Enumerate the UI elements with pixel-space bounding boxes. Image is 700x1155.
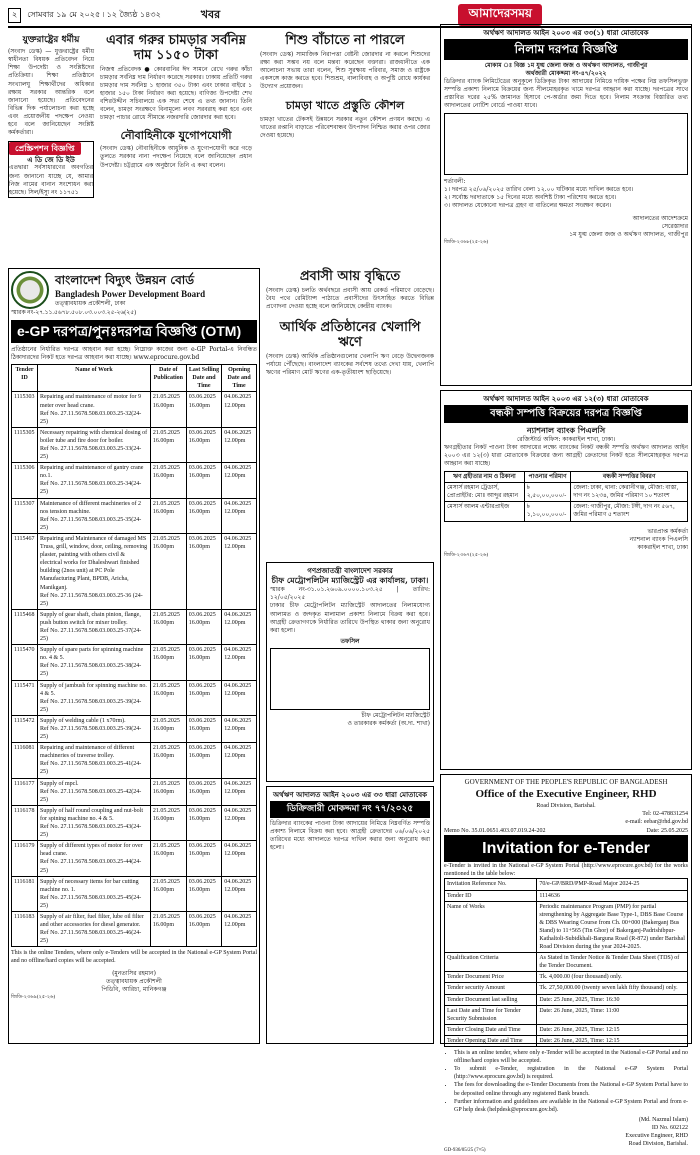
field-value: As Stated in Tender Notice & Tender Data Sheet (TDS) of the Tender Document. — [537, 953, 688, 972]
rhd-memo: Memo No. 35.01.0651.403.07.019.24-202 — [444, 827, 546, 834]
auction-court: মোকাম ঃ বিজ্ঞ ১ম যুগ্ম জেলা জজ ও অর্থঋণ আদালত, গাজীপুর — [484, 61, 648, 69]
rawhide-article — [100, 32, 252, 264]
table-cell: Supply of jambush for spinning machine no. 4 & 5. Ref No. 27.11.5678.508.03.003.25-39(24-25) — [38, 680, 151, 715]
table-cell: 21.05.2025 16.00pm — [150, 841, 186, 876]
auction-case: অর্থজারী মোকদ্দমা নং-৪৭/২০২২ — [525, 69, 607, 77]
table-cell: 04.06.2025 12.00pm — [222, 805, 257, 840]
rhd-date: Date: 25.05.2025 — [646, 827, 688, 834]
table-cell: Necessary repairing with chemical dosing of boiler tube and fire door for boiler. Ref No. 27.11.5678.508.03.003.25-33(24-25) — [38, 427, 151, 462]
table-cell: 03.06.2025 16.00pm — [186, 427, 221, 462]
page-number: ২ — [8, 8, 21, 23]
gazipur-auction — [440, 24, 692, 386]
field-value: Date: 25 June, 2025, Time: 16:30 — [537, 994, 688, 1005]
table-cell: 03.06.2025 16.00pm — [186, 841, 221, 876]
table-cell: জেলা: গাজীপুর, মৌজা: টঙ্গী, দাগ নং ৫৬৭, জমির পরিমাণ ৫ শতাংশ — [571, 502, 688, 521]
field-label: Tender Document Price — [445, 972, 537, 983]
table-cell: 21.05.2025 16.00pm — [150, 876, 186, 911]
table-cell: 21.05.2025 16.00pm — [150, 805, 186, 840]
list-item: • This is an online tender, where only e-Tender will be accepted in the National e-GP Portal and no offline/hard copies will be accepted. — [454, 1049, 688, 1065]
table-cell: 21.05.2025 16.00pm — [150, 533, 186, 609]
table-row — [445, 502, 688, 521]
table-cell: Supply of different types of motor for over head crane. Ref No. 27.11.5678.508.03.003.25-44(24-25) — [38, 841, 151, 876]
table-cell: 1116178 — [12, 805, 38, 840]
finance-headline: আর্থিক প্রতিষ্ঠানের খেলাপি ঋণে — [279, 320, 421, 351]
children-headline: শিশু বাঁচাতে না পারলে — [285, 33, 405, 48]
table-cell: 04.06.2025 12.00pm — [222, 498, 257, 533]
pdb-office: তত্ত্বাবধায়ক প্রকৌশলী, ঢাকা — [55, 300, 126, 308]
table-cell: 04.06.2025 12.00pm — [222, 841, 257, 876]
table-row — [12, 876, 257, 911]
table-cell: 04.06.2025 12.00pm — [222, 715, 257, 742]
remit-article — [266, 268, 434, 558]
table-cell: Supply of gear shaft, chain pinion, flange, push button switch for mixer trolley. Ref No. 27.11.5678.508.03.003.25-37(24-25) — [38, 609, 151, 644]
field-value: 70/e-GP/BRD/PMP-Road Major 2024-25 — [537, 879, 688, 890]
table-cell: Supply of half round coupling and nut-bolt for spining machine no. 4 & 5. Ref No. 27.11.5678.508.03.003.25-43(24-25) — [38, 805, 151, 840]
pronounce-ad — [8, 141, 94, 198]
field-label: Name of Works — [445, 901, 537, 953]
table-cell: মেসার্স রহমান ট্রেডার্স, প্রোপ্রাইটর: মোঃ আব্দুর রহমান — [445, 483, 525, 502]
auction-ref: জিডি-২৩৬৮(২৫-২৬) — [444, 238, 489, 245]
magistrate-body: স্মারক নং-৩১.০১.২৬০৯.০০০০.১০৩.২৫ | তারিখ: ১২/০৫/২০২৫ ঢাকার চীফ মেট্রোপলিটন ম্যাজিস্ট্রেট আদালতের নিলামযোগ্য আলামত ও জব্দকৃত মালামাল প্রকাশ্য নিলামে বিক্রয় করা হবে। আগ্রহী ক্রেতাগণকে নির্ধারিত তারিখে উপস্থিত থাকার জন্য অনুরোধ করা হলো। — [270, 586, 430, 634]
table-cell: 03.06.2025 16.00pm — [186, 609, 221, 644]
table-cell: 03.06.2025 16.00pm — [186, 876, 221, 911]
table-header: পাওনার পরিমাণ — [524, 472, 571, 483]
table-cell: 1115468 — [12, 609, 38, 644]
table-cell: 21.05.2025 16.00pm — [150, 498, 186, 533]
table-cell: Repairing and maintenance of gantry crane no.1. Ref No. 27.11.5678.508.03.003.25-34(24-25) — [38, 463, 151, 498]
rhd-division: Road Division, Barishal. — [536, 803, 596, 810]
magistrate-table — [270, 648, 430, 710]
table-row — [445, 972, 688, 983]
table-cell: 04.06.2025 12.00pm — [222, 778, 257, 805]
collateral-bank: ন্যাশনাল ব্যাংক পিএলসি — [526, 424, 606, 435]
table-cell: 03.06.2025 16.00pm — [186, 743, 221, 778]
rhd-email: e-mail: eebar@rhd.gov.bd — [625, 819, 688, 826]
table-cell: 21.05.2025 16.00pm — [150, 680, 186, 715]
field-value: Tk. 27,50,000.00 (twenty seven lakh fifty thousand) only. — [537, 983, 688, 994]
leather-body: চামড়া খাতের টেকসই উন্নয়নে সরকার নতুন কৌশল প্রণয়ন করছে। এ খাতের রপ্তানি বাড়াতে পরিবেশবান্ধব উৎপাদন নিশ্চিত করার ওপর জোর দেওয়া হয়েছে। — [260, 116, 432, 140]
list-item: • Further information and guidelines are available in the National e-GP System Portal and from e-GP help desk (helpdesk@eprocure.gov.bd). — [454, 1098, 688, 1114]
section-title: খবর — [200, 7, 221, 21]
pdb-intro: প্রতিষ্ঠানের নির্ধারিত দরপত্র আহবান করা হচ্ছে। নিম্নোক্ত কাজের জন্য e-GP Portal-এ নিবন্ধিত ঠিকাদারদের নিকট হতে দরপত্র আহবান করা যাচ্ছে। www.eprocure.gov.bd — [11, 345, 259, 362]
table-cell: 03.06.2025 16.00pm — [186, 498, 221, 533]
rhd-signer-name: (Md. Nazmul Islam) — [638, 1116, 688, 1123]
table-cell: ৳ ২,৫০,০০,০০০/- — [524, 483, 571, 502]
table-row — [445, 1024, 688, 1035]
pronounce-label: প্রেস্ক্রিপশন বিজ্ঞপ্তি — [9, 142, 81, 155]
pdb-header — [11, 271, 257, 309]
field-label: Invitation Reference No. — [445, 879, 537, 890]
field-label: Tender Closing Date and Time — [445, 1024, 537, 1035]
table-cell: 04.06.2025 12.00pm — [222, 392, 257, 427]
table-cell: 1116177 — [12, 778, 38, 805]
field-value: 1114636 — [537, 890, 688, 901]
table-row — [12, 778, 257, 805]
table-cell: 1116181 — [12, 876, 38, 911]
table-cell: মেসার্স আলম এন্টারপ্রাইজ — [445, 502, 525, 521]
field-label: Tender Document last selling — [445, 994, 537, 1005]
table-cell: 03.06.2025 16.00pm — [186, 645, 221, 680]
rhd-bullets — [444, 1049, 688, 1114]
table-cell: 1115307 — [12, 498, 38, 533]
table-cell: 1115467 — [12, 533, 38, 609]
table-cell: 1115472 — [12, 715, 38, 742]
pdb-ref: জিডি-২৩৬৯(২৫-২৬) — [11, 993, 56, 1000]
collateral-body: ঋণগ্রহীতার নিকট পাওনা টাকা আদায়ের লক্ষ্যে ব্যাংকের নিকট বন্ধকী সম্পত্তি অর্থঋণ আদালত আইন ২০০৩ এর ১২(৩) ধারা মোতাবেক বিক্রয়ের জন্য আগ্রহী ক্রেতাদের নিকট হতে সীলমোহরকৃত দরপত্র আহ্বান করা যাচ্ছে। — [444, 443, 690, 468]
pdb-signer: (মুনতাসির রহমান) তত্ত্বাবধায়ক প্রকৌশলী পিডিবি, আরিচা, মানিকগঞ্জ — [101, 969, 167, 993]
magistrate-signer: চীফ মেট্রোপলিটন ম্যাজিস্ট্রেট ও তারকারক কর্মকর্তা (অ.দা. শাখা) — [347, 711, 430, 727]
table-cell: 04.06.2025 12.00pm — [222, 911, 257, 946]
collateral-table — [444, 471, 688, 521]
pdb-table — [11, 364, 257, 947]
table-cell: Supply of welding cable (1 x70rm). Ref No. 27.11.5678.508.03.003.25-39(24-25) — [38, 715, 151, 742]
table-cell: 21.05.2025 16.00pm — [150, 392, 186, 427]
issue-date: সোমবার ১৯ মে ২০২৫ ৷ ১২ জ্যৈষ্ঠ ১৪৩২ — [27, 9, 161, 19]
rawhide-body: নিজস্ব প্রতিবেদক ● কোরবানির ঈদ সামনে রেখে গরুর কাঁচা চামড়ার সর্বনিম্ন দাম নির্ধারণ করেছে সরকার। ঢাকায় প্রতিটি গরুর চামড়ার দাম সর্বনিম্ন ১ হাজার ৩৫০ টাকা এবং ঢাকার বাইরে ১ হাজার ১৫০ টাকা নির্ধারণ করা হয়েছে। বাণিজ্য উপদেষ্টা শেখ বশিরউদ্দীন সচিবালয়ে এক সভা শেষে এ তথ্য জানান। তিনি বলেন, চামড়া সংরক্ষণে বিনামূল্যে লবণ সরবরাহ করা হবে এবং চামড়া পাচার রোধে সীমান্তে নজরদারি জোরদার করা হবে। — [100, 65, 254, 122]
table-cell: 03.06.2025 16.00pm — [186, 392, 221, 427]
table-row — [445, 1005, 688, 1024]
pdb-name-en: Bangladesh Power Development Board — [55, 288, 206, 299]
table-cell: 04.06.2025 12.00pm — [222, 609, 257, 644]
pdb-banner: e-GP দরপত্র/পুনঃদরপত্র বিজ্ঞপ্তি (OTM) — [11, 320, 257, 343]
table-row — [12, 392, 257, 427]
rhd-tender — [440, 774, 692, 1154]
pronounce-brand: এ ডি জে ডি ইউ — [27, 154, 75, 164]
field-value: Date: 26 June, 2025, Time: 11:00 — [537, 1005, 688, 1024]
decree-banner: ডিক্রিজারী মোকদ্দমা নং ৭৭/২০২৫ — [270, 801, 430, 817]
table-cell: 04.06.2025 12.00pm — [222, 463, 257, 498]
table-cell: 21.05.2025 16.00pm — [150, 645, 186, 680]
finance-body: (সংবাদ ডেস্ক) আর্থিক প্রতিষ্ঠানগুলোর খেলাপি ঋণ বেড়ে উদ্বেগজনক পর্যায়ে পৌঁছেছে। বাংলাদেশ ব্যাংকের সর্বশেষ তথ্যে দেখা যায়, খেলাপি ঋণের পরিমাণ মোট ঋণের এক-তৃতীয়াংশ ছাড়িয়েছে। — [266, 353, 436, 377]
us-body: (সংবাদ ডেস্ক) — যুক্তরাষ্ট্রের ধর্মীয় স্বাধীনতা বিষয়ক প্রতিবেদন নিয়ে শিক্ষা উপদেষ্টা ও সংশ্লিষ্টদের প্রতিক্রিয়া। শিক্ষা প্রতিষ্ঠানে সংখ্যালঘু শিক্ষার্থীদের অধিকার রক্ষায় সরকার আন্তরিক বলে জানানো হয়েছে। প্রতিবেদনের বিভিন্ন দিক পর্যালোচনা করা হচ্ছে এবং প্রয়োজনীয় পদক্ষেপ নেওয়া হবে বলে জানিয়েছেন সংশ্লিষ্ট কর্মকর্তারা। — [8, 48, 96, 137]
table-cell: Repairing and Maintenance of damaged MS Truss, grill, window, door, ceiling, removing plaster, painting with others civil & electrical works for Dhaleshwari finished building (2nos unit) at PC Pole Manufacturing Plant, BPDB, Aricha, Manikganj. Ref No. 27.11.5678.508.03.003.25-36 (24-25) — [38, 533, 151, 609]
table-cell: Repairing and maintenance of motor for 9 meter over head crane. Ref No. 27.11.5678.508.03.003.25-32(24-25) — [38, 392, 151, 427]
table-cell: 21.05.2025 16.00pm — [150, 463, 186, 498]
pdb-logo-icon — [11, 271, 49, 309]
table-row — [12, 463, 257, 498]
table-header: বন্ধকী সম্পত্তির বিবরণ — [571, 472, 688, 483]
auction-body: ডিক্রিদার ব্যাংক লিমিটেডের অনুকূলে ডিক্রিকৃত টাকা আদায়ের নিমিত্তে দায়িক পক্ষের নিম্ন তফসিলভুক্ত সম্পত্তি প্রকাশ্য নিলামে বিক্রয়ের জন্য সীলমোহরকৃত খামে দরপত্র আহ্বান করা যাচ্ছে। দরপত্রের সাথে প্রস্তাবিত দরের ২৫% জামানত হিসাবে পে-অর্ডার জমা দিতে হবে। নিলাম সংক্রান্ত বিস্তারিত তথ্য আদালতের নোটিশ বোর্ডে পাওয়া যাবে। — [444, 77, 690, 110]
collateral-banner: বন্ধকী সম্পত্তি বিক্রয়ের দরপত্র বিজ্ঞপ্তি — [444, 405, 688, 423]
table-cell: 1116081 — [12, 743, 38, 778]
field-label: Tender ID — [445, 890, 537, 901]
table-header: Opening Date and Time — [222, 365, 257, 392]
table-cell: 03.06.2025 16.00pm — [186, 805, 221, 840]
table-cell: 03.06.2025 16.00pm — [186, 533, 221, 609]
table-cell: Supply of air filter, fuel filter, lube oil filter and other accessories for diesel generator. Ref No. 27.11.5678.508.03.003.25-46(24-25) — [38, 911, 151, 946]
rhd-intro: e-Tender is invited in the National e-GP System Portal (http://www.eprocure.gov.bd) for the works mentioned in the table below: — [444, 863, 690, 878]
remit-body: (সংবাদ ডেস্ক) চলতি অর্থবছরে প্রবাসী আয় রেকর্ড পরিমাণে বেড়েছে। বৈধ পথে রেমিট্যান্স পাঠাতে প্রবাসীদের উৎসাহিত করতে বিভিন্ন প্রণোদনা দেওয়া হচ্ছে বলে জানিয়েছে কেন্দ্রীয় ব্যাংক। — [266, 286, 436, 311]
collateral-ref: জিডি-২৩৬৭(২৫-২৬) — [444, 551, 489, 558]
table-row — [12, 715, 257, 742]
table-cell: 04.06.2025 12.00pm — [222, 645, 257, 680]
table-cell: 03.06.2025 16.00pm — [186, 778, 221, 805]
leather-headline: চামড়া খাতে প্রস্তুতি কৌশল — [285, 99, 405, 113]
table-header: Date of Publication — [150, 365, 186, 392]
field-value: Tk. 4,000.00 (four thousand) only. — [537, 972, 688, 983]
table-cell: 03.06.2025 16.00pm — [186, 680, 221, 715]
table-row — [12, 680, 257, 715]
rhd-memo-row — [444, 827, 688, 835]
table-row — [12, 609, 257, 644]
rhd-signer-title: Executive Engineer, RHD — [625, 1132, 688, 1139]
table-cell: ৳ ১,১০,০০,০০০/- — [524, 502, 571, 521]
table-header: Last Selling Date and Time — [186, 365, 221, 392]
navy-body: (সংবাদ ডেস্ক) নৌবাহিনীকে আধুনিক ও যুগোপযোগী করে গড়ে তুলতে সরকার নানা পদক্ষেপ নিয়েছে বলে জানিয়েছেন প্রধান উপদেষ্টা। চট্টগ্রামে এক অনুষ্ঠানে তিনি এ কথা বলেন। — [100, 145, 254, 169]
table-cell: 1116179 — [12, 841, 38, 876]
table-cell: 1116183 — [12, 911, 38, 946]
field-value: Periodic maintenance Program (PMP) for partial strengthening by Aggregate Base Type-1, DBS Base Course & DBS Wearing Course from Ch. 00+000 (Bakerganj Bus Stand) to 11+565 (Tin Ghor) of Bakerganj-Padrishibpur-Kathaltoli-Subidkhali-Barguna Road (R-872) under Barishal Road Division during the year 2024-2025. — [537, 901, 688, 953]
rhd-ref: GD-936/05/25 (7×5) — [444, 1148, 486, 1154]
field-label: Last Date and Time for Tender Security Submission — [445, 1005, 537, 1024]
rhd-tel: Tel: 02-478831254 — [642, 811, 688, 818]
children-article — [260, 32, 430, 264]
table-cell: Repairing and maintenance of different machineries of traverse trolley. Ref No. 27.11.5678.508.03.003.25-41(24-25) — [38, 743, 151, 778]
table-cell: 04.06.2025 12.00pm — [222, 876, 257, 911]
rawhide-headline: এবার গরুর চামড়ার সর্বনিম্ন দাম ১১৫০ টাকা — [106, 33, 246, 63]
table-cell: 21.05.2025 16.00pm — [150, 743, 186, 778]
table-row — [445, 879, 688, 890]
table-header: Tender ID — [12, 365, 38, 392]
table-cell: 21.05.2025 16.00pm — [150, 609, 186, 644]
table-cell: 04.06.2025 12.00pm — [222, 427, 257, 462]
field-value: Date: 26 June, 2025, Time: 12:15 — [537, 1024, 688, 1035]
field-label: Tender Opening Date and Time — [445, 1035, 537, 1046]
table-cell: 04.06.2025 12.00pm — [222, 743, 257, 778]
table-row — [12, 805, 257, 840]
table-row — [445, 953, 688, 972]
table-cell: 21.05.2025 16.00pm — [150, 911, 186, 946]
rhd-office: Office of the Executive Engineer, RHD — [475, 788, 657, 801]
table-cell: 1115305 — [12, 427, 38, 462]
table-row — [445, 994, 688, 1005]
table-header: Name of Work — [38, 365, 151, 392]
table-row — [12, 911, 257, 946]
table-cell: 21.05.2025 16.00pm — [150, 778, 186, 805]
magistrate-title: চীফ মেট্রোপলিটন ম্যাজিস্ট্রেট এর কার্যালয়, ঢাকা। — [271, 575, 429, 586]
magistrate-header: গণপ্রজাতন্ত্রী বাংলাদেশ সরকার — [307, 566, 393, 575]
table-row — [12, 743, 257, 778]
table-row — [12, 498, 257, 533]
table-row — [445, 483, 688, 502]
collateral-sale — [440, 390, 692, 770]
us-article — [8, 32, 94, 264]
table-cell: 1115306 — [12, 463, 38, 498]
auction-signer: আদালতের আদেশক্রমে সেরেস্তাদার ১ম যুগ্ম জেলা জজ ও অর্থঋণ আদালত, গাজীপুর — [569, 214, 688, 238]
remit-headline: প্রবাসী আয় বৃদ্ধিতে — [299, 269, 401, 284]
pdb-memo: স্মারক নং-২৭.১১.৫৬৭৮.৫০৮.০৩.০০৩.২৫-২৬(২৫) — [11, 310, 137, 316]
table-cell: 21.05.2025 16.00pm — [150, 427, 186, 462]
decree-header: অর্থঋণ আদালত আইন ২০০৩ এর ৩৩ ধারা মোতাবেক — [273, 790, 427, 799]
table-row — [445, 890, 688, 901]
table-cell: 1115303 — [12, 392, 38, 427]
table-cell: 21.05.2025 16.00pm — [150, 715, 186, 742]
magistrate-notice — [266, 562, 434, 782]
rhd-signature-block — [444, 1116, 688, 1148]
collateral-header: অর্থঋণ আদালত আইন ২০০৩ এর ১২(৩) ধারা মোতাবেক — [483, 394, 649, 403]
pronounce-body: এতদ্বারা সর্বসাধারণের অবগতির জন্য জানানো যাচ্ছে যে, আমার নিজ নামের বানান সংশোধন করা হয়েছে। সিল/ইস্যু নং ১১৭৫১ — [9, 164, 95, 196]
table-cell: জেলা: ঢাকা, থানা: কেরানীগঞ্জ, মৌজা: বাস্তা, দাগ নং ১২৩৪, জমির পরিমাণ ১০ শতাংশ — [571, 483, 688, 502]
pdb-name-bn: বাংলাদেশ বিদ্যুৎ উন্নয়ন বোর্ড — [55, 272, 195, 287]
collateral-branch: রেজিস্টার্ড অফিস: কাকরাইল শাখা, ঢাকা। — [516, 435, 616, 443]
auction-header: অর্থঋণ আদালত আইন ২০০৩ এর ৩৩(১) ধারা মোতাবেক — [483, 28, 649, 37]
auction-rules: শর্তাবলী: ১। দরপত্র ২৫/০৬/২০২৫ তারিখ বেলা ১২.০০ ঘটিকার মধ্যে দাখিল করতে হবে। ২। সর্বোচ্চ দরদাতাকে ১৫ দিনের মধ্যে অবশিষ্ট টাকা পরিশোধ করতে হবে। ৩। আদালত যেকোনো দরপত্র গ্রহণ বা বাতিলের ক্ষমতা সংরক্ষণ করেন। — [444, 178, 634, 210]
decree-body: ডিক্রিদার ব্যাংকের পাওনা টাকা আদায়ের নিমিত্তে নিম্নবর্ণিত সম্পত্তি প্রকাশ্য নিলামে বিক্রয় করা হবে। আগ্রহী ক্রেতাদের ০৬/০৬/২০২৫ তারিখের মধ্যে আদালতে দরপত্র দাখিল করার জন্য অনুরোধ করা হলো। — [270, 819, 432, 851]
auction-banner: নিলাম দরপত্র বিজ্ঞপ্তি — [444, 39, 688, 59]
table-cell: 03.06.2025 16.00pm — [186, 715, 221, 742]
table-cell: 1115470 — [12, 645, 38, 680]
table-cell: 04.06.2025 12.00pm — [222, 533, 257, 609]
pdb-tender — [8, 268, 260, 1044]
rhd-signer-place: Road Division, Barishal. — [628, 1141, 688, 1148]
table-cell: 03.06.2025 16.00pm — [186, 911, 221, 946]
list-item: • To submit e-Tender, registration in the National e-GP System Portal (http://www.eprocure.gov.bd) is required. — [454, 1065, 688, 1081]
table-row — [12, 427, 257, 462]
us-headline: যুক্তরাষ্ট্রের ধর্মীয় — [22, 35, 80, 45]
table-cell: Maintenance of different machineries of 2 nos tension machine. Ref No. 27.11.5678.508.03.003.25-35(24-25) — [38, 498, 151, 533]
table-row — [12, 841, 257, 876]
collateral-signer: ভারপ্রাপ্ত কর্মকর্তা ন্যাশনাল ব্যাংক পিএলসি কাকরাইল শাখা, ঢাকা — [629, 527, 688, 551]
table-header: ঋণ গ্রহীতার নাম ও ঠিকানা — [445, 472, 525, 483]
table-cell: Supply of spare parts for spinning machine no. 4 & 5. Ref No. 27.11.5678.508.03.003.25-38(24-25) — [38, 645, 151, 680]
rhd-signer-id: ID No. 602122 — [651, 1124, 688, 1131]
field-label: Tender security Amount — [445, 983, 537, 994]
table-cell: Supply of mpcl. Ref No. 27.11.5678.508.03.003.25-42(24-25) — [38, 778, 151, 805]
table-cell: 04.06.2025 12.00pm — [222, 680, 257, 715]
table-cell: Supply of necessary items for bar cutting machine no. 1. Ref No. 27.11.5678.508.03.003.25-45(24-25) — [38, 876, 151, 911]
rhd-gov: GOVERNMENT OF THE PEOPLE'S REPUBLIC OF BANGLADESH — [464, 778, 668, 786]
children-body: (সংবাদ ডেস্ক) সামাজিক নিরাপত্তা বেষ্টনী জোরদার না করলে শিশুদের রক্ষা করা সম্ভব নয় বলে মন্তব্য করেছেন বক্তারা। রাজধানীতে এক আলোচনা সভায় তারা বলেন, শিশু সুরক্ষায় পরিবার, সমাজ ও রাষ্ট্রকে একসঙ্গে কাজ করতে হবে। শিশুশ্রম, বাল্যবিবাহ ও অপুষ্টি রোধে কার্যকর উদ্যোগ প্রয়োজন। — [260, 50, 432, 91]
newspaper-logo: আমাদেরসময় — [458, 4, 542, 26]
table-row — [445, 901, 688, 953]
table-row — [445, 983, 688, 994]
field-label: Qualification Criteria — [445, 953, 537, 972]
pdb-footer-note: This is the online Tenders, where only e-Tenders will be accepted in the National e-GP System Portal and no offline/hard copies will be accepted. — [11, 950, 259, 965]
decree-notice — [266, 786, 434, 1044]
list-item: • The fees for downloading the e-Tender Documents from the National e-GP System Portal have to be deposited online through any registered Bank branch. — [454, 1081, 688, 1097]
table-cell: 1115471 — [12, 680, 38, 715]
navy-headline: নৌবাহিনীকে যুগোপযোগী — [120, 128, 232, 142]
table-row — [12, 533, 257, 609]
table-row — [445, 1035, 688, 1046]
table-cell: 03.06.2025 16.00pm — [186, 463, 221, 498]
rhd-table — [444, 878, 688, 1047]
rhd-banner: Invitation for e-Tender — [444, 835, 688, 863]
field-value: Date: 26 June, 2025, Time: 12:15 — [537, 1035, 688, 1046]
table-row — [12, 645, 257, 680]
magistrate-table-label: তফসিল — [340, 637, 360, 645]
auction-schedule-table — [444, 113, 688, 175]
